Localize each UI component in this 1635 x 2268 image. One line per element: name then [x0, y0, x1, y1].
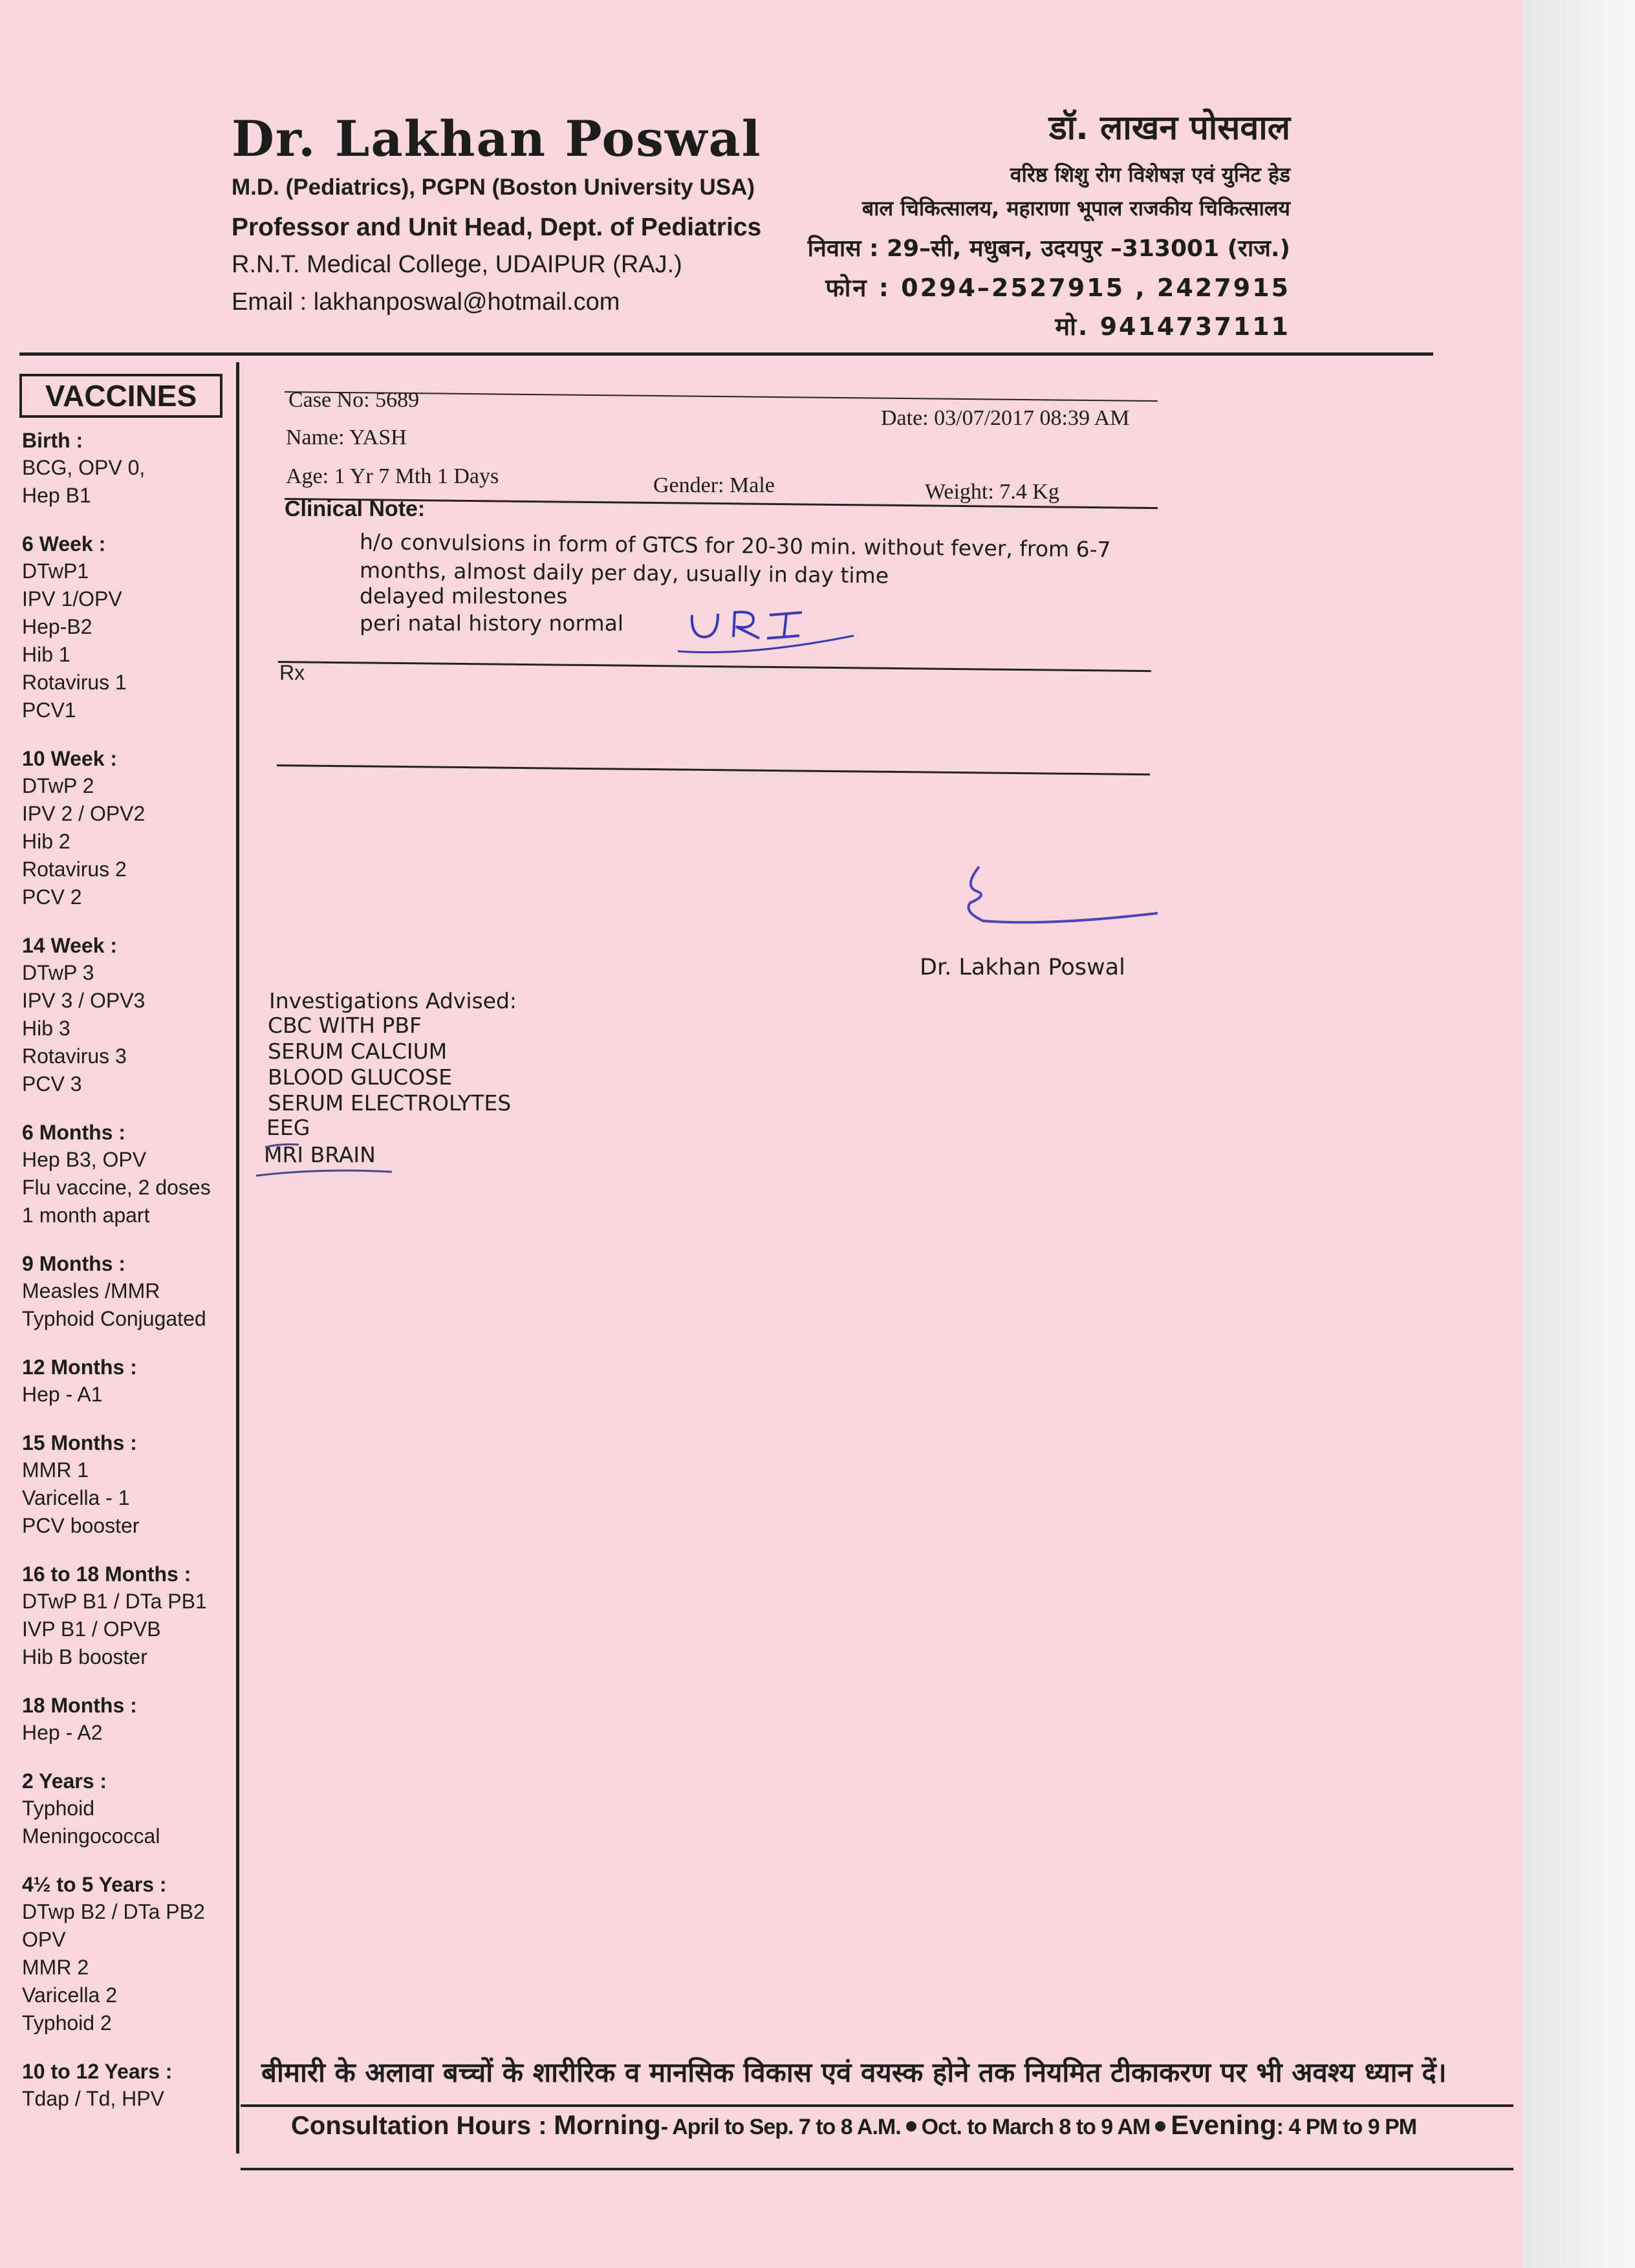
investigation-item: CBC WITH PBF	[268, 1013, 422, 1038]
vaccine-item: Hep B3, OPV	[22, 1148, 147, 1171]
vaccine-group	[22, 1767, 235, 1850]
hindi-title: वरिष्ठ शिशु रोग विशेषज्ञ एवं युनिट हेड	[1010, 162, 1290, 187]
vaccine-group-heading: 9 Months :	[22, 1252, 125, 1275]
clinical-note-line-3: delayed milestones	[360, 583, 568, 609]
rx-label: Rx	[279, 661, 305, 684]
vaccine-group-heading: 2 Years :	[22, 1769, 107, 1793]
vaccine-item: Hib 2	[22, 830, 70, 853]
hindi-phone: फोन : 0294–2527915 , 2427915	[825, 274, 1290, 302]
vaccine-group-heading: Birth :	[22, 429, 83, 452]
vaccine-item: PCV booster	[22, 1514, 140, 1537]
case-number: Case No: 5689	[288, 388, 420, 412]
vaccine-group-heading: 4½ to 5 Years :	[22, 1873, 167, 1896]
qualification: M.D. (Pediatrics), PGPN (Boston University USA)	[232, 175, 755, 200]
patient-weight: Weight: 7.4 Kg	[925, 480, 1059, 504]
vaccine-item: Varicella - 1	[22, 1486, 130, 1509]
vaccine-group-heading: 12 Months :	[22, 1355, 137, 1379]
investigations-label: Investigations Advised:	[269, 988, 517, 1013]
vaccine-item: Varicella 2	[22, 1983, 118, 2007]
vaccine-group	[22, 530, 235, 724]
vaccine-item: Typhoid 2	[22, 2011, 112, 2035]
vaccine-item: Measles /MMR	[22, 1279, 160, 1302]
vaccine-item: Meningococcal	[22, 1824, 160, 1848]
bullet-dot	[906, 2121, 916, 2132]
vaccine-item: IPV 3 / OPV3	[22, 989, 146, 1012]
vaccine-item: PCV 2	[22, 885, 82, 909]
morning-label: Morning	[554, 2110, 661, 2140]
vaccine-group	[22, 1250, 235, 1333]
vaccine-group-heading: 16 to 18 Months :	[22, 1562, 191, 1586]
vaccine-item: Hep - A2	[22, 1721, 103, 1744]
vaccine-item: Hib 1	[22, 643, 70, 666]
handwritten-underline	[254, 1138, 402, 1190]
vaccine-group	[22, 1429, 235, 1540]
morning-hours-2: Oct. to March 8 to 9 AM	[921, 2115, 1151, 2139]
vaccine-item: Hep - A1	[22, 1383, 103, 1406]
consultation-hours	[291, 2110, 1416, 2141]
header-rule	[19, 352, 1433, 356]
vaccine-item: DTwP1	[22, 559, 89, 583]
vaccine-group-heading: 15 Months :	[22, 1431, 137, 1454]
position: Professor and Unit Head, Dept. of Pediatrics	[232, 213, 762, 241]
handwritten-uri-note	[673, 605, 860, 663]
doctor-signature	[957, 860, 1164, 938]
vaccine-group	[22, 1871, 235, 2037]
patient-gender: Gender: Male	[653, 473, 775, 497]
bullet-dot	[1155, 2121, 1165, 2132]
investigation-item: SERUM CALCIUM	[268, 1039, 448, 1064]
vaccine-group-heading: 18 Months :	[22, 1694, 137, 1717]
vaccine-item: OPV	[22, 1928, 66, 1951]
clinical-note-line-2: months, almost daily per day, usually in day time	[359, 557, 889, 589]
vaccine-group-heading: 10 Week :	[22, 747, 118, 770]
footer-hindi-note: बीमारी के अलावा बच्चों के शारीरिक व मानसिक विकास एवं वयस्क होने तक नियमित टीकाकरण पर भी अवश्य ध्यान दें।	[261, 2057, 1447, 2088]
evening-label: Evening	[1171, 2110, 1277, 2140]
scan-background	[1523, 0, 1635, 2268]
vaccine-group	[22, 1354, 235, 1409]
hours-label: Consultation Hours :	[291, 2111, 547, 2140]
vaccine-group	[22, 1119, 235, 1229]
vaccine-item: Typhoid	[22, 1797, 95, 1820]
investigation-item: EEG	[266, 1115, 310, 1140]
vaccine-group	[22, 1561, 235, 1671]
vaccine-item: Rotavirus 2	[22, 858, 127, 881]
investigation-item: SERUM ELECTROLYTES	[268, 1090, 512, 1116]
vaccine-item: DTwp B2 / DTa PB2	[22, 1900, 205, 1923]
case-date: Date: 03/07/2017 08:39 AM	[881, 406, 1130, 430]
hindi-hospital: बाल चिकित्सालय, महाराणा भूपाल राजकीय चिकित्सालय	[861, 196, 1290, 221]
hindi-address: निवास : 29–सी, मधुबन, उदयपुर –313001 (राज.)	[807, 235, 1290, 262]
vaccine-item: DTwP B1 / DTa PB1	[22, 1590, 207, 1613]
email: Email : lakhanposwal@hotmail.com	[232, 288, 620, 316]
vaccine-item: Tdap / Td, HPV	[22, 2087, 164, 2110]
vaccine-group	[22, 2058, 235, 2113]
vaccine-item: Hib B booster	[22, 1645, 147, 1669]
rx-rule	[277, 764, 1150, 775]
footer-top-rule	[241, 2104, 1513, 2107]
vaccine-item: IVP B1 / OPVB	[22, 1617, 161, 1641]
vaccine-group	[22, 1692, 235, 1747]
clinical-note-line-1: h/o convulsions in form of GTCS for 20-30 min. without fever, from 6-7	[359, 529, 1111, 563]
vaccine-group-heading: 14 Week :	[22, 934, 118, 957]
vaccine-item: 1 month apart	[22, 1204, 150, 1227]
college: R.N.T. Medical College, UDAIPUR (RAJ.)	[232, 251, 682, 278]
investigation-item: BLOOD GLUCOSE	[268, 1064, 452, 1090]
clinical-note-line-4: peri natal history normal	[360, 610, 624, 636]
vaccine-group	[22, 745, 235, 911]
vaccine-item: Flu vaccine, 2 doses	[22, 1176, 211, 1199]
vaccine-item: DTwP 2	[22, 774, 94, 797]
clinical-note-label: Clinical Note:	[285, 497, 426, 521]
hindi-doctor-name: डॉ. लाखन पोसवाल	[1048, 109, 1290, 147]
vaccine-item: MMR 1	[22, 1458, 89, 1482]
column-divider	[236, 362, 239, 2154]
patient-name: Name: YASH	[286, 426, 407, 449]
signature-name: Dr. Lakhan Poswal	[920, 955, 1125, 980]
vaccine-item: Hib 3	[22, 1017, 70, 1040]
vaccine-item: BCG, OPV 0,	[22, 456, 146, 479]
vaccine-item: Rotavirus 3	[22, 1044, 127, 1068]
patient-age: Age: 1 Yr 7 Mth 1 Days	[286, 464, 499, 488]
vaccines-title: VACCINES	[19, 374, 222, 418]
vaccine-group-heading: 10 to 12 Years :	[22, 2060, 173, 2083]
vaccine-item: Typhoid Conjugated	[22, 1307, 206, 1330]
vaccine-schedule	[22, 427, 235, 2133]
vaccine-item: IPV 2 / OPV2	[22, 802, 146, 825]
vaccine-group	[22, 427, 235, 510]
morning-hours-1: - April to Sep. 7 to 8 A.M.	[660, 2115, 901, 2139]
vaccine-item: IPV 1/OPV	[22, 587, 122, 610]
evening-hours: : 4 PM to 9 PM	[1276, 2115, 1417, 2139]
vaccine-item: Hep-B2	[22, 615, 92, 638]
vaccine-item: Rotavirus 1	[22, 671, 127, 694]
vaccine-item: DTwP 3	[22, 961, 94, 984]
doctor-name: Dr. Lakhan Poswal	[232, 110, 762, 167]
vaccine-item: PCV1	[22, 698, 76, 722]
vaccine-group-heading: 6 Week :	[22, 532, 106, 556]
vaccine-group	[22, 932, 235, 1098]
hindi-mobile: मो. 9414737111	[1055, 312, 1290, 341]
vaccine-group-heading: 6 Months :	[22, 1121, 125, 1144]
investigation-item: MRI BRAIN	[264, 1142, 376, 1167]
vaccine-item: MMR 2	[22, 1956, 89, 1979]
footer-bottom-rule	[241, 2168, 1513, 2170]
vaccine-item: Hep B1	[22, 484, 91, 507]
vaccine-item: PCV 3	[22, 1072, 82, 1096]
